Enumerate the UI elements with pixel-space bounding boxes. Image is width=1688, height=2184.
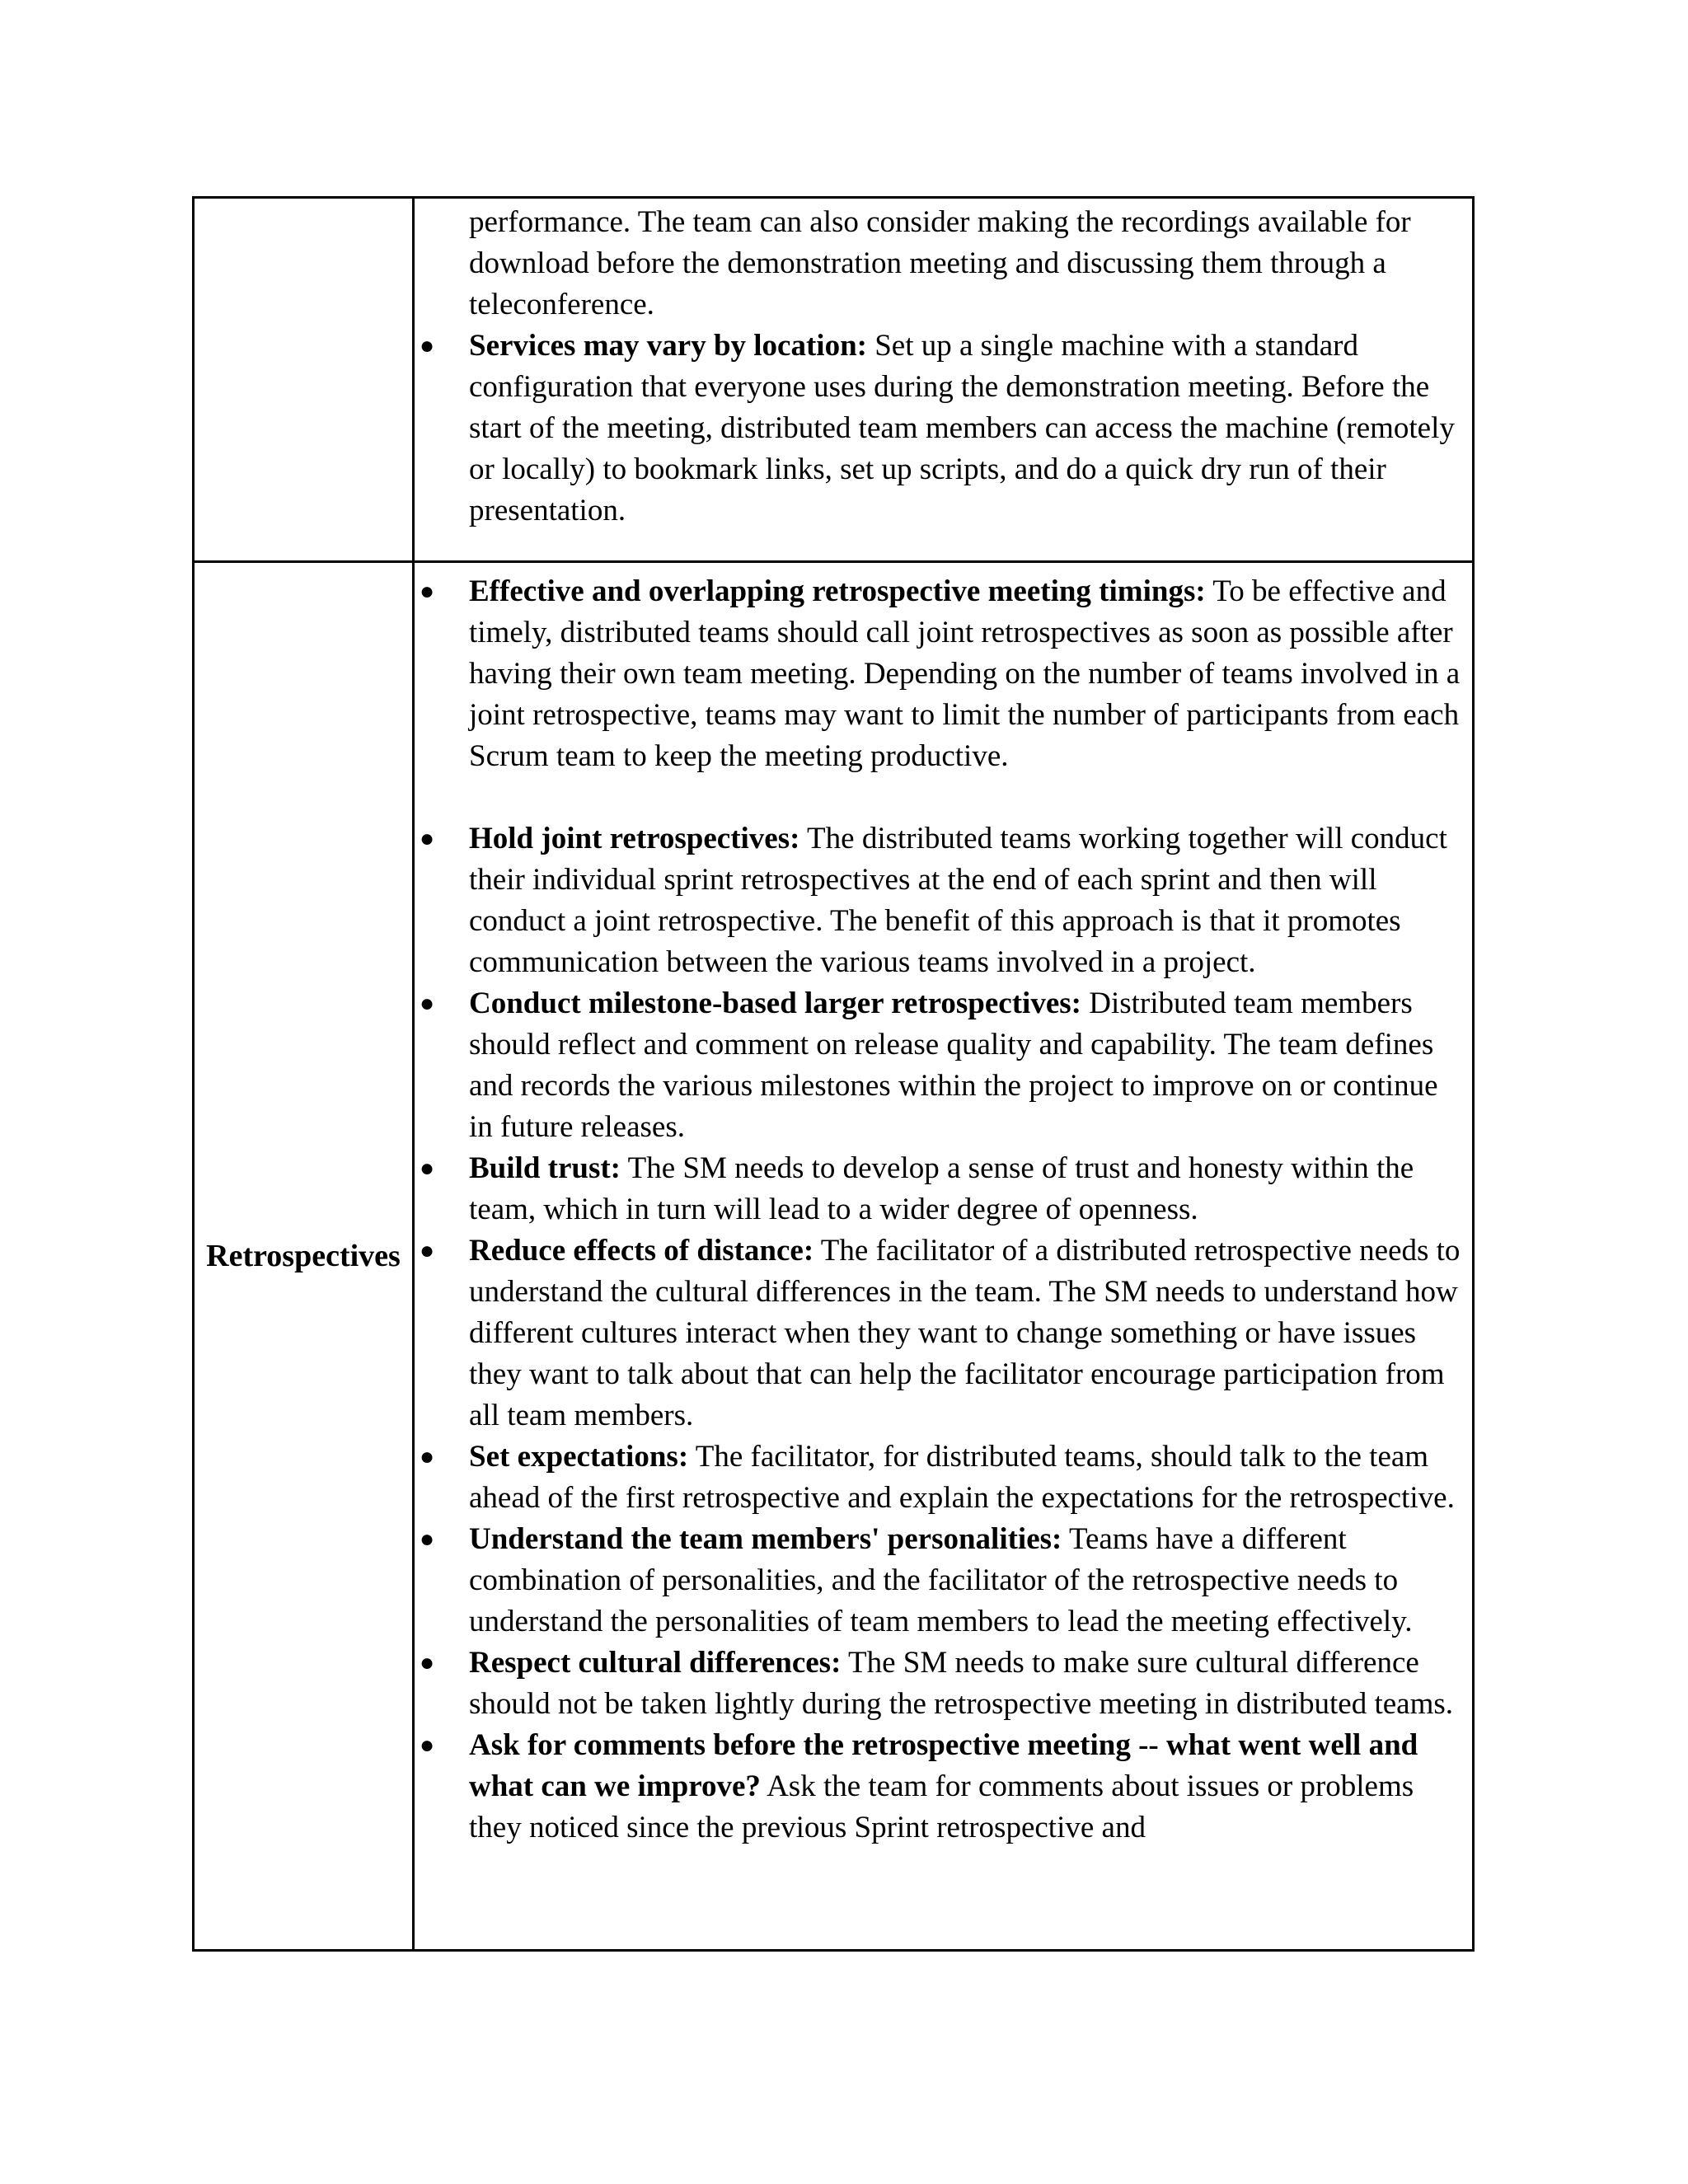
item-text: Set up a single machine with a standard configuration that everyone uses during the demonstration meeting. Before the start of the meeting, distributed team members can access the machine (remotely or locally) to bookmark links, set up scripts, and do a quick dry run of their presentation.	[469, 329, 1455, 527]
list-item	[415, 1148, 1472, 1230]
table-row	[194, 562, 1474, 1951]
list-item	[415, 326, 1472, 532]
bullet-icon: ●	[420, 990, 435, 1017]
list-item	[415, 818, 1472, 983]
list-item	[415, 1230, 1472, 1436]
practices-table	[192, 196, 1475, 1952]
list-item	[415, 571, 1472, 777]
continuation-text: performance. The team can also consider making the recordings available for download before the demonstration meeting and discussing them through a teleconference.	[469, 205, 1411, 321]
bullet-list	[415, 571, 1472, 1849]
list-item	[415, 1436, 1472, 1519]
item-text: Ask the team for comments about issues or problems they noticed since the previous Sprint retrospective and	[469, 1769, 1414, 1844]
bullet-icon: ●	[420, 1443, 435, 1470]
bullet-list	[415, 326, 1472, 532]
list-item	[415, 1643, 1472, 1725]
bullet-icon: ●	[420, 1155, 435, 1182]
row-content-cell	[414, 562, 1474, 1951]
list-item	[415, 1725, 1472, 1849]
bullet-icon: ●	[420, 1732, 435, 1759]
bullet-icon: ●	[420, 578, 435, 605]
item-text: To be effective and timely, distributed teams should call joint retrospectives as soon as possible after having their own team meeting. Depending on the number of teams involved in a joint retrospective, teams may want to limit the number of participants from each Scrum team to keep the meeting productive.	[469, 574, 1461, 773]
bullet-icon: ●	[420, 332, 435, 359]
row-label-cell	[194, 198, 414, 562]
item-text: The SM needs to make sure cultural difference should not be taken lightly during the retrospective meeting in distributed teams.	[469, 1646, 1454, 1721]
item-title: Reduce effects of distance:	[469, 1234, 814, 1268]
item-title: Respect cultural differences:	[469, 1646, 842, 1680]
item-title: Understand the team members' personalities:	[469, 1522, 1062, 1556]
item-title: Effective and overlapping retrospective meeting timings:	[469, 574, 1206, 608]
item-text: The distributed teams working together will conduct their individual sprint retrospectives at the end of each sprint and then will conduct a joint retrospective. The benefit of this approach is that it promotes communication between the various teams involved in a project.	[469, 822, 1447, 979]
item-title: Services may vary by location:	[469, 329, 867, 363]
list-item	[415, 1519, 1472, 1643]
item-text: The facilitator, for distributed teams, should talk to the team ahead of the first retrospective and explain the expectations for the retrospective.	[469, 1440, 1455, 1515]
item-title: Hold joint retrospectives:	[469, 822, 800, 855]
item-text: The SM needs to develop a sense of trust and honesty within the team, which in turn will lead to a wider degree of openness.	[469, 1151, 1414, 1226]
item-title: Conduct milestone-based larger retrospectives:	[469, 987, 1081, 1020]
bullet-icon: ●	[420, 825, 435, 852]
item-text: Distributed team members should reflect and comment on release quality and capability. The team defines and records the various milestones within the project to improve on or continue in future releases.	[469, 987, 1438, 1144]
item-text: The facilitator of a distributed retrospective needs to understand the cultural differences in the team. The SM needs to understand how different cultures interact when they want to change something or have issues they want to talk about that can help the facilitator encourage participation from all team members.	[469, 1234, 1461, 1432]
item-title: Build trust:	[469, 1151, 621, 1185]
row-label-retrospectives: Retrospectives	[194, 562, 414, 1951]
list-item	[415, 983, 1472, 1148]
item-text: Teams have a different combination of personalities, and the facilitator of the retrospective needs to understand the personalities of team members to lead the meeting effectively.	[469, 1522, 1413, 1638]
bullet-icon: ●	[420, 1526, 435, 1553]
table-row	[194, 198, 1474, 562]
bullet-icon: ●	[420, 1237, 435, 1264]
row-content-cell	[414, 198, 1474, 562]
item-title: Set expectations:	[469, 1440, 689, 1474]
item-title: Ask for comments before the retrospective meeting -- what went well and what can we improve?	[469, 1728, 1418, 1803]
bullet-icon: ●	[420, 1649, 435, 1676]
